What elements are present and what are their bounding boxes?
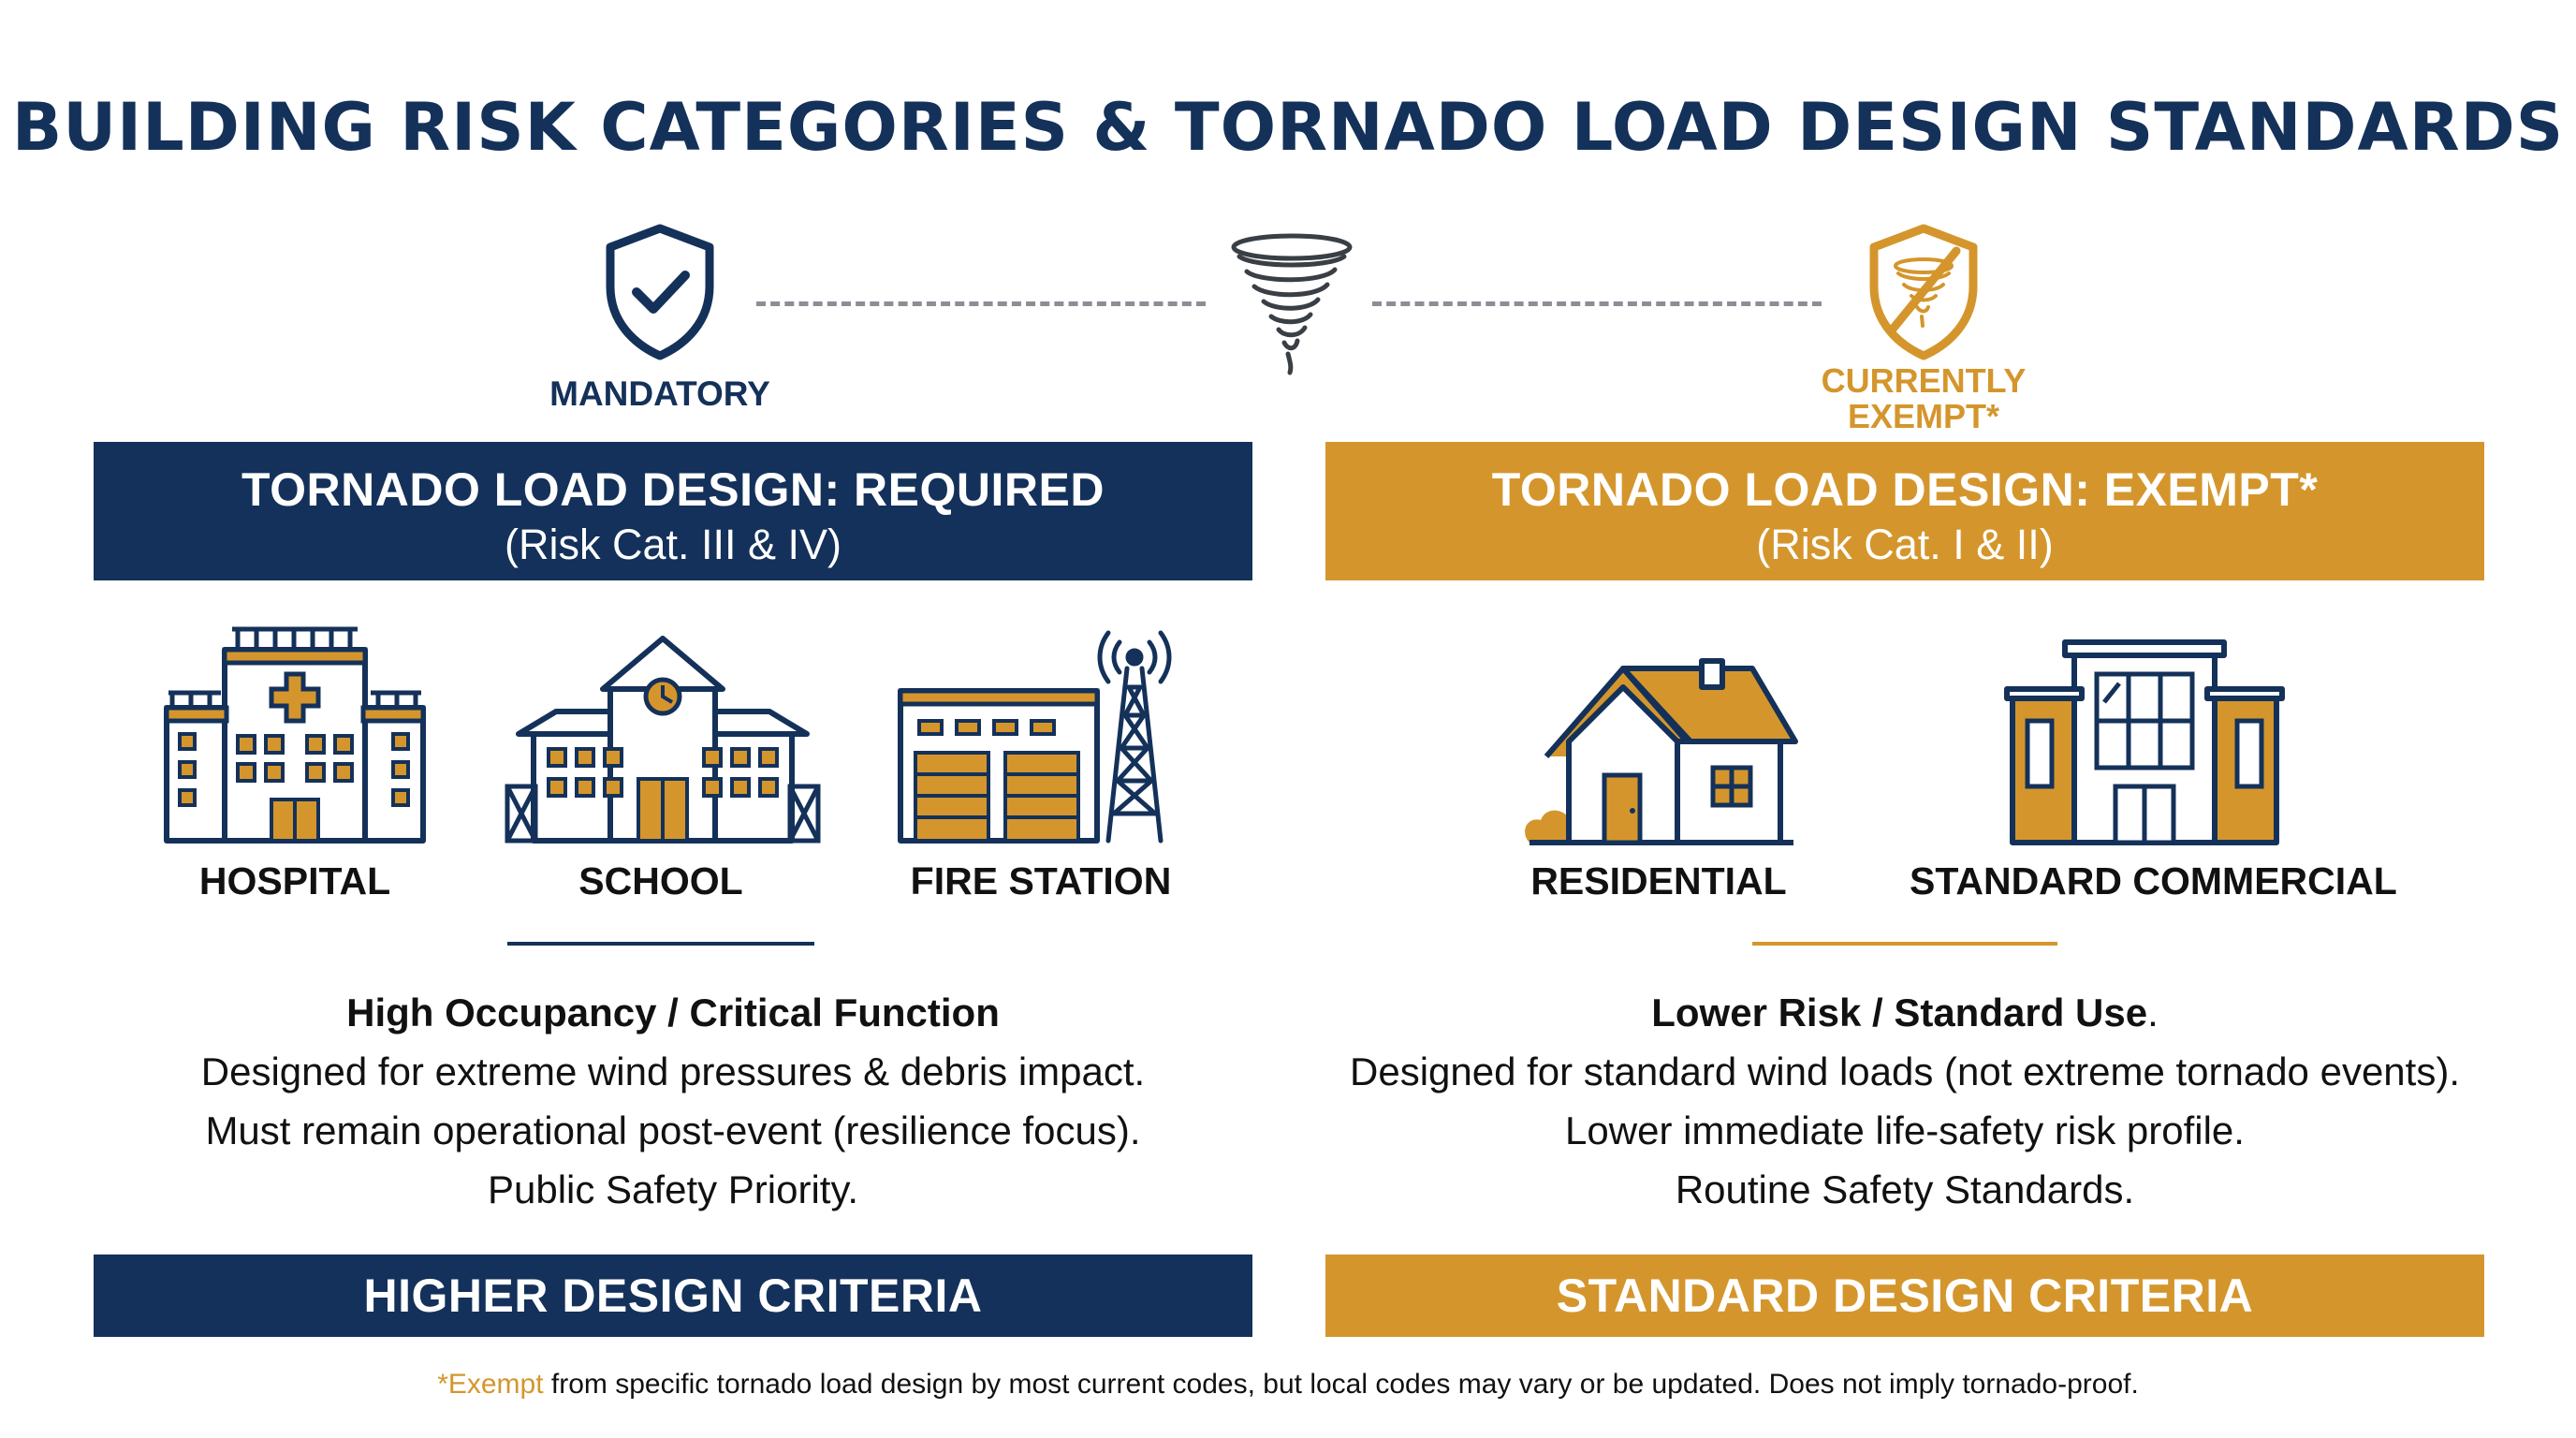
school-label: SCHOOL bbox=[578, 859, 743, 902]
exempt-banner bbox=[1325, 442, 2484, 580]
mandatory-label: MANDATORY bbox=[549, 374, 770, 413]
page-title: BUILDING RISK CATEGORIES & TORNADO LOAD DESIGN STANDARDS bbox=[11, 89, 2565, 166]
school-icon bbox=[505, 633, 820, 846]
connector-right bbox=[1372, 301, 1822, 306]
hospital-icon bbox=[163, 622, 427, 846]
left-desc-line: Designed for extreme wind pressures & debris impact. bbox=[200, 1049, 1146, 1093]
shield-no-tornado-icon bbox=[1863, 221, 1984, 361]
exempt-subheading: (Risk Cat. I & II) bbox=[1756, 521, 2054, 568]
right-desc-line: Routine Safety Standards. bbox=[1675, 1167, 2135, 1211]
right-description bbox=[1325, 983, 2484, 1219]
fire-station-icon bbox=[895, 622, 1187, 846]
required-banner bbox=[94, 442, 1252, 580]
standard-criteria-banner: STANDARD DESIGN CRITERIA bbox=[1325, 1255, 2484, 1337]
connector-left bbox=[756, 301, 1206, 306]
left-divider bbox=[507, 942, 814, 946]
footnote-text: from specific tornado load design by most current codes, but local codes may vary or be updated. Does not imply tornado-proof. bbox=[543, 1369, 2139, 1400]
residential-label: RESIDENTIAL bbox=[1530, 859, 1787, 902]
currently-exempt-line2: EXEMPT* bbox=[1847, 397, 2000, 435]
left-desc-title: High Occupancy / Critical Function bbox=[346, 990, 1000, 1034]
standard-commercial-label: STANDARD COMMERCIAL bbox=[1910, 859, 2397, 902]
house-icon bbox=[1518, 655, 1799, 846]
tornado-icon bbox=[1226, 228, 1357, 378]
required-subheading: (Risk Cat. III & IV) bbox=[504, 521, 842, 568]
required-heading: TORNADO LOAD DESIGN: REQUIRED bbox=[242, 463, 1105, 516]
right-desc-title-row bbox=[1325, 983, 2484, 1042]
currently-exempt-label bbox=[1778, 363, 2069, 434]
exempt-heading: TORNADO LOAD DESIGN: EXEMPT* bbox=[1491, 463, 2319, 516]
currently-exempt-line1: CURRENTLY bbox=[1821, 361, 2027, 400]
left-description bbox=[94, 983, 1252, 1219]
commercial-building-icon bbox=[2007, 637, 2282, 846]
shield-check-icon bbox=[599, 221, 721, 361]
footnote bbox=[0, 1369, 2576, 1401]
right-desc-title: Lower Risk / Standard Use bbox=[1651, 990, 2148, 1034]
higher-criteria-banner: HIGHER DESIGN CRITERIA bbox=[94, 1255, 1252, 1337]
right-divider bbox=[1752, 942, 2057, 946]
right-desc-line: Lower immediate life-safety risk profile. bbox=[1565, 1108, 2245, 1152]
fire-station-label: FIRE STATION bbox=[910, 859, 1172, 902]
footnote-highlight: *Exempt bbox=[437, 1369, 544, 1400]
left-desc-line: Must remain operational post-event (resilience focus). bbox=[205, 1108, 1141, 1152]
right-desc-line: Designed for standard wind loads (not extreme tornado events). bbox=[1350, 1049, 2460, 1093]
left-desc-line: Public Safety Priority. bbox=[487, 1167, 859, 1211]
right-desc-title-suffix: . bbox=[2147, 990, 2159, 1034]
hospital-label: HOSPITAL bbox=[198, 859, 391, 902]
